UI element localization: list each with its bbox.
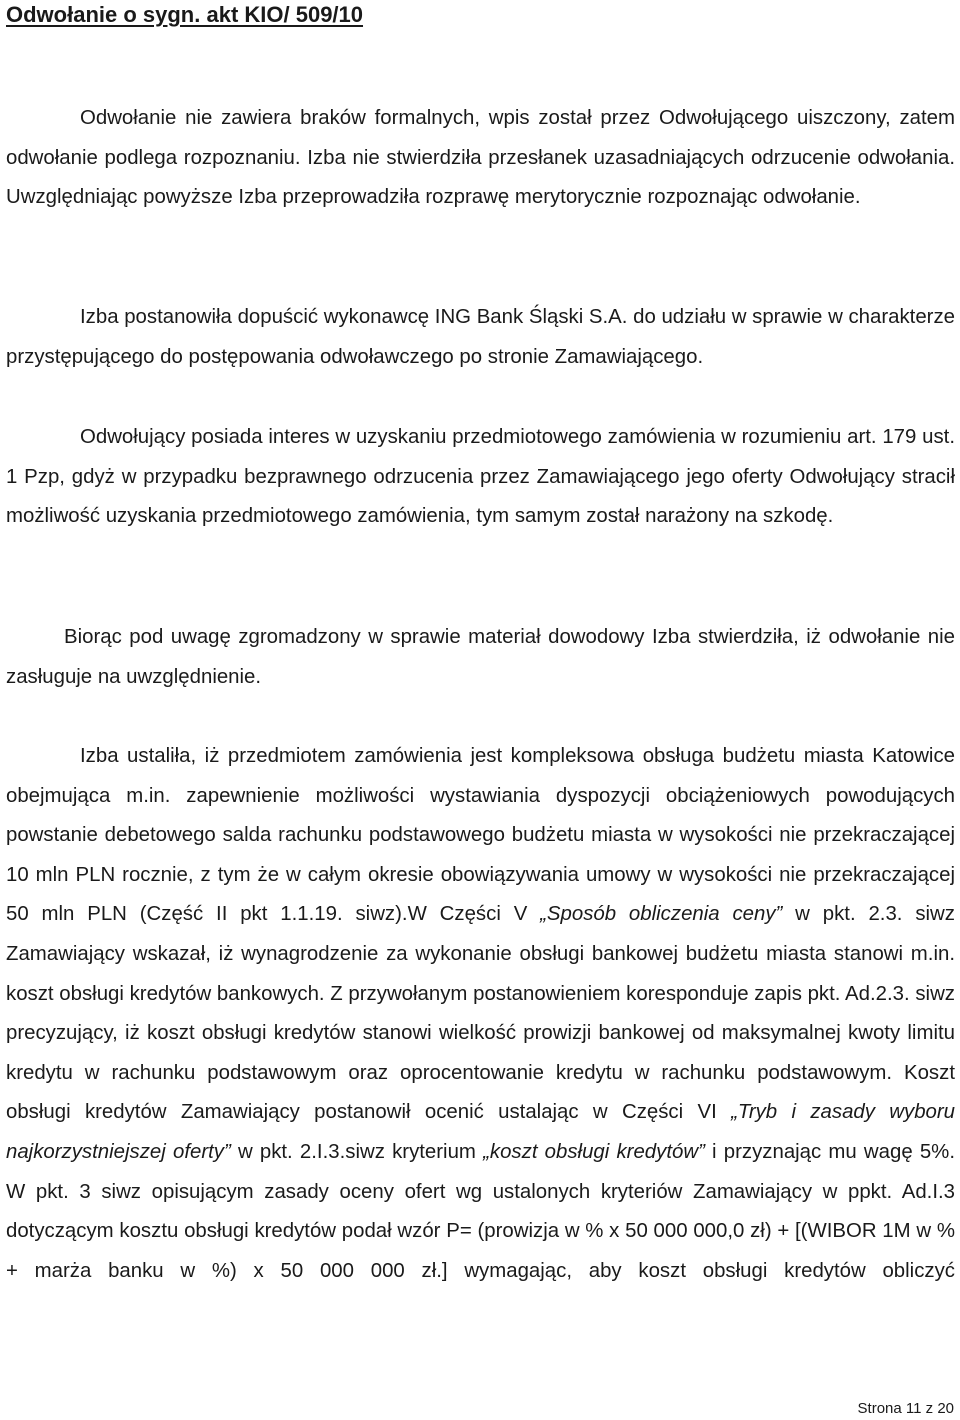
document-title: Odwołanie o sygn. akt KIO/ 509/10 (6, 2, 364, 27)
page-number: Strona 11 z 20 (857, 1400, 954, 1417)
findings-italic-2: „Tryb i zasady wyboru najkorzystniejszej oferty” (6, 1101, 956, 1163)
paragraph-findings (6, 737, 955, 1291)
findings-text-2: w pkt. 2.3. siwz Zamawiający wskazał, iż wynagrodzenie za wykonanie obsługi bankowej budżetu miasta stanowi m.in. koszt obsługi kredytów bankowych. Z przywołanym postanowieniem koresponduje zapis pkt. Ad.2.3. siwz precyzujący, iż koszt obsługi kredytów stanowi wielkość prowizji bankowej od maksymalnej kwoty limitu kredytu w rachunku podstawowym oraz oprocentowanie kredytu w rachunku podstawowym. Koszt obsługi kredytów Zamawiający postanowił ocenić ustalając w Części VI (6, 903, 955, 1124)
paragraph-interest: Odwołujący posiada interes w uzyskaniu przedmiotowego zamówienia w rozumieniu art. 179 ust. 1 Pzp, gdyż w przypadku bezprawnego odrzucenia przez Zamawiającego jego oferty Odwołujący stracił możliwość uzyskania przedmiotowego zamówienia, tym samym został narażony na szkodę. (6, 426, 955, 528)
findings-italic-3: „koszt obsługi kredytów” (483, 1140, 705, 1163)
paragraph-evidence: Biorąc pod uwagę zgromadzony w sprawie materiał dowodowy Izba stwierdziła, iż odwołanie nie zasługuje na uwzględnienie. (6, 626, 955, 688)
findings-italic-1: „Sposób obliczenia ceny” (540, 903, 783, 926)
findings-text-4: i przyznając mu wagę 5%. W pkt. 3 siwz opisującym zasady oceny ofert wg ustalonych kryteriów Zamawiający w ppkt. Ad.I.3 dotyczącym kosztu obsługi kredytów podał wzór P= (prowizja w % x 50 000 000,0 zł) + [(WIBOR 1M w % + marża banku w %) x 50 000 000 zł.] wymagając, aby koszt obsługi kredytów obliczyć (6, 1140, 955, 1282)
paragraph-participant: Izba postanowiła dopuścić wykonawcę ING Bank Śląski S.A. do udziału w sprawie w charakterze przystępującego do postępowania odwoławczego po stronie Zamawiającego. (6, 306, 955, 368)
findings-text-3: w pkt. 2.I.3.siwz kryterium (230, 1140, 484, 1163)
paragraph-formal-requirements: Odwołanie nie zawiera braków formalnych, wpis został przez Odwołującego uiszczony, zatem odwołanie podlega rozpoznaniu. Izba nie stwierdziła przesłanek uzasadniających odrzucenie odwołania. Uwzględniając powyższe Izba przeprowadziła rozprawę merytorycznie rozpoznając odwołanie. (6, 107, 955, 209)
findings-text-1: Izba ustaliła, iż przedmiotem zamówienia jest kompleksowa obsługa budżetu miasta Katowice obejmująca m.in. zapewnienie możliwości wystawiania dyspozycji obciążeniowych powodujących powstanie debetowego salda rachunku podstawowego budżetu miasta w wysokości nie przekraczającej 10 mln PLN rocznie, z tym że w całym okresie obowiązywania umowy w wysokości nie przekraczającej 50 mln PLN (Część II pkt 1.1.19. siwz).W Części V (6, 745, 955, 926)
